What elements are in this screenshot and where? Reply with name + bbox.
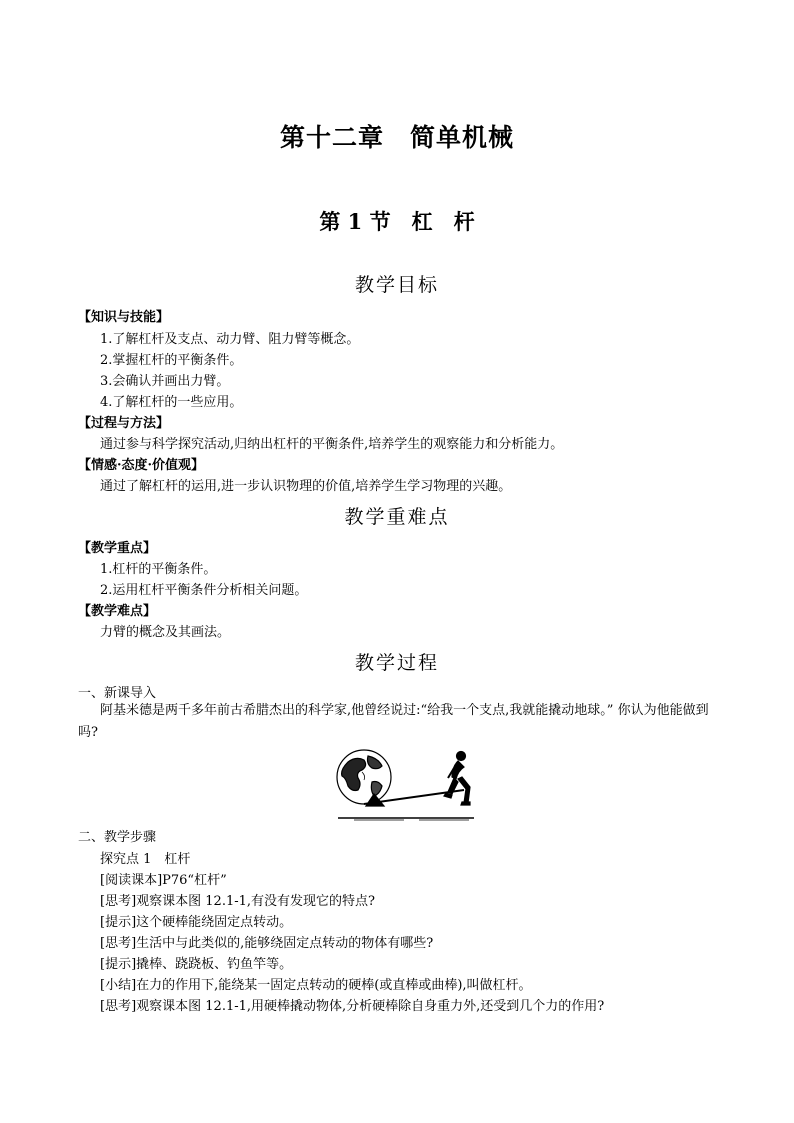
knowledge-item: 1.了解杠杆及支点、动力臂、阻力臂等概念。 (100, 332, 360, 347)
step-line: [思考]观察课本图 12.1-1,有没有发现它的特点? (100, 894, 375, 909)
focus-label: 【教学重点】 (78, 541, 157, 556)
focus-item: 1.杠杆的平衡条件。 (100, 562, 217, 577)
chapter-title: 第十二章 简单机械 (279, 123, 514, 152)
step-line: [思考]观察课本图 12.1-1,用硬棒撬动物体,分析硬棒除自身重力外,还受到几个力的作用? (100, 999, 605, 1014)
intro-label: 一、新课导入 (78, 686, 157, 701)
step-line: 探究点 1 杠杆 (100, 852, 191, 867)
steps-label: 二、教学步骤 (78, 830, 157, 845)
knowledge-item: 2.掌握杠杆的平衡条件。 (100, 353, 243, 368)
knowledge-item: 4.了解杠杆的一些应用。 (100, 395, 243, 410)
archimedes-lever-illustration (334, 746, 479, 822)
emotion-text: 通过了解杠杆的运用,进一步认识物理的价值,培养学生学习物理的兴趣。 (100, 479, 512, 494)
focus-item: 2.运用杠杆平衡条件分析相关问题。 (100, 583, 308, 598)
process-heading: 教学过程 (354, 652, 439, 674)
difficulty-text: 力臂的概念及其画法。 (100, 625, 231, 640)
difficulty-label: 【教学难点】 (78, 604, 157, 619)
intro-text: 阿基米德是两千多年前古希腊杰出的科学家,他曾经说过:“给我一个支点,我就能撬动地球。” 你认为他能做到吗? (78, 703, 709, 740)
process-method-label: 【过程与方法】 (78, 416, 170, 431)
knowledge-label: 【知识与技能】 (78, 310, 170, 325)
section-title: 第 1 节 杠 杆 (319, 209, 475, 234)
step-line: [阅读课本]P76“杠杆” (100, 873, 227, 888)
step-line: [小结]在力的作用下,能绕某一固定点转动的硬棒(或直棒或曲棒),叫做杠杆。 (100, 978, 532, 993)
step-line: [提示]这个硬棒能绕固定点转动。 (100, 915, 293, 930)
step-line: [思考]生活中与此类似的,能够绕固定点转动的物体有哪些? (100, 936, 434, 951)
knowledge-item: 3.会确认并画出力臂。 (100, 374, 230, 389)
key-points-heading: 教学重难点 (344, 506, 450, 528)
goals-heading: 教学目标 (354, 274, 439, 296)
process-method-text: 通过参与科学探究活动,归纳出杠杆的平衡条件,培养学生的观察能力和分析能力。 (100, 437, 564, 452)
step-line: [提示]撬棒、跷跷板、钓鱼竿等。 (100, 957, 293, 972)
emotion-label: 【情感·态度·价值观】 (78, 458, 205, 473)
